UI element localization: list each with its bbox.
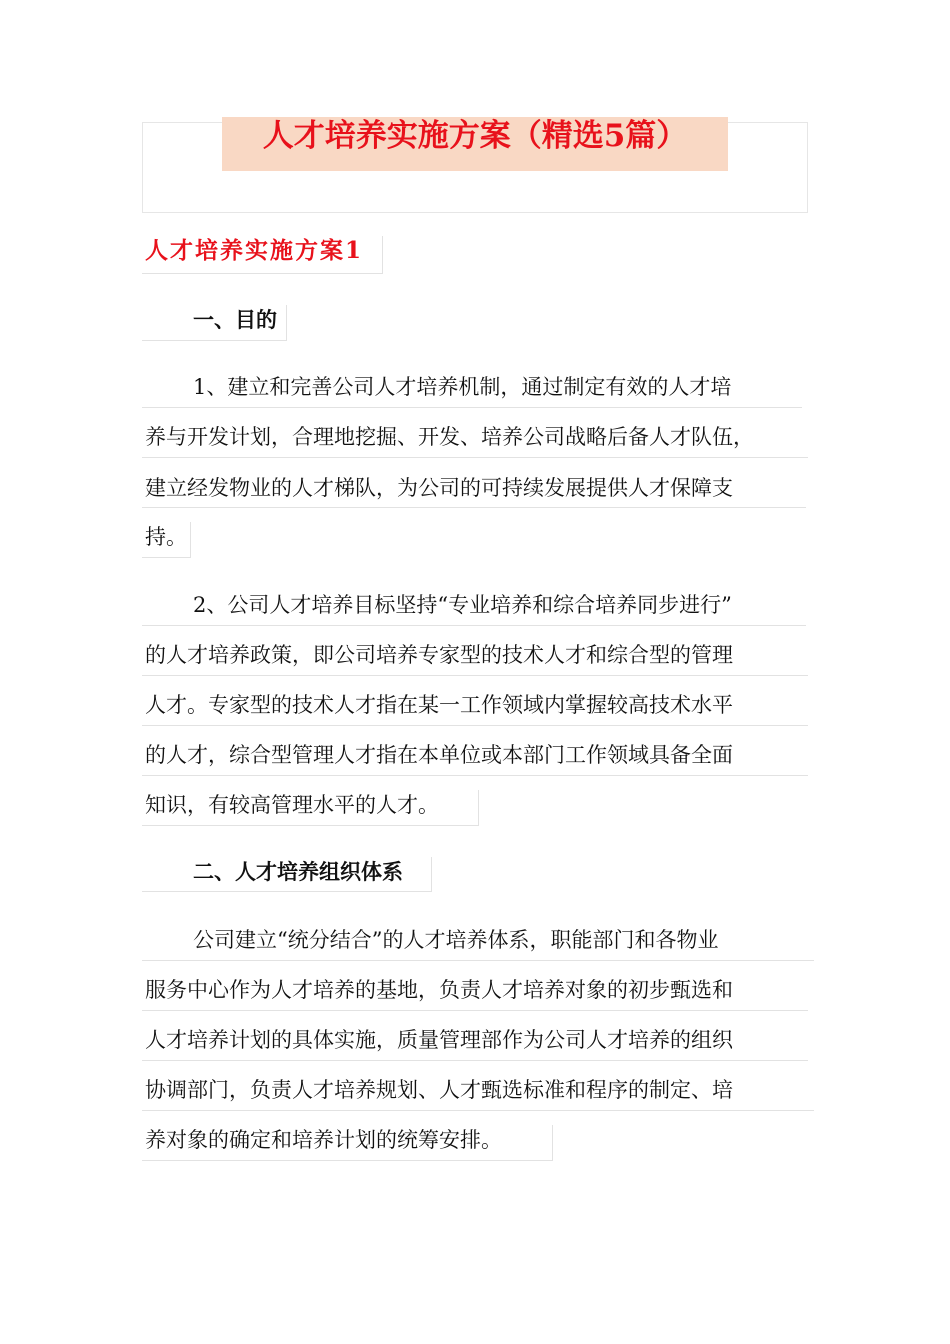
paragraph-2-rule-3 xyxy=(142,725,808,726)
heading-org-system-underline xyxy=(142,891,432,892)
paragraph-2-rule-4 xyxy=(142,775,808,776)
document-title: 人才培养实施方案（精选5篇） xyxy=(262,118,688,154)
paragraph-1-rule-2 xyxy=(142,457,808,458)
paragraph-1-line-1: 1、建立和完善公司人才培养机制，通过制定有效的人才培 xyxy=(193,375,732,399)
paragraph-1-edge xyxy=(190,522,191,558)
paragraph-1-rule-3 xyxy=(142,507,806,508)
section-title-underline xyxy=(142,273,382,274)
paragraph-2-line-2: 的人才培养政策，即公司培养专家型的技术人才和综合型的管理 xyxy=(145,643,733,667)
paragraph-3-line-2: 服务中心作为人才培养的基地，负责人才培养对象的初步甄选和 xyxy=(145,978,733,1002)
paragraph-3-rule-3 xyxy=(142,1060,808,1061)
paragraph-2-line-4: 的人才，综合型管理人才指在本单位或本部门工作领域具备全面 xyxy=(145,743,733,767)
paragraph-3-rule-5 xyxy=(142,1160,552,1161)
paragraph-2-line-1: 2、公司人才培养目标坚持“专业培养和综合培养同步进行” xyxy=(193,593,732,617)
paragraph-2-line-5: 知识，有较高管理水平的人才。 xyxy=(145,793,439,817)
paragraph-1-rule-4 xyxy=(142,557,190,558)
heading-purpose-underline xyxy=(142,340,287,341)
heading-purpose-edge xyxy=(286,305,287,341)
paragraph-3-line-4: 协调部门，负责人才培养规划、人才甄选标准和程序的制定、培 xyxy=(145,1078,733,1102)
paragraph-1-rule-1 xyxy=(142,407,802,408)
heading-org-system: 二、人才培养组织体系 xyxy=(193,860,403,884)
paragraph-2-rule-1 xyxy=(142,625,806,626)
heading-org-system-edge xyxy=(431,857,432,892)
paragraph-3-edge xyxy=(552,1125,553,1161)
paragraph-2-line-3: 人才。专家型的技术人才指在某一工作领域内掌握较高技术水平 xyxy=(145,693,733,717)
paragraph-1-line-4: 持。 xyxy=(145,525,187,549)
paragraph-3-line-1: 公司建立“统分结合”的人才培养体系，职能部门和各物业 xyxy=(193,928,719,952)
paragraph-1-line-3: 建立经发物业的人才梯队，为公司的可持续发展提供人才保障支 xyxy=(145,476,733,500)
paragraph-3-rule-2 xyxy=(142,1010,808,1011)
paragraph-3-line-3: 人才培养计划的具体实施，质量管理部作为公司人才培养的组织 xyxy=(145,1028,733,1052)
section-title-edge xyxy=(382,236,383,274)
section-title: 人才培养实施方案1 xyxy=(145,237,364,264)
paragraph-3-line-5: 养对象的确定和培养计划的统筹安排。 xyxy=(145,1128,502,1152)
heading-purpose: 一、目的 xyxy=(193,308,277,332)
paragraph-2-rule-2 xyxy=(142,675,808,676)
paragraph-2-edge xyxy=(478,790,479,826)
paragraph-2-rule-5 xyxy=(142,825,478,826)
paragraph-3-rule-4 xyxy=(142,1110,814,1111)
paragraph-1-line-2: 养与开发计划，合理地挖掘、开发、培养公司战略后备人才队伍， xyxy=(145,425,754,449)
paragraph-3-rule-1 xyxy=(142,960,814,961)
